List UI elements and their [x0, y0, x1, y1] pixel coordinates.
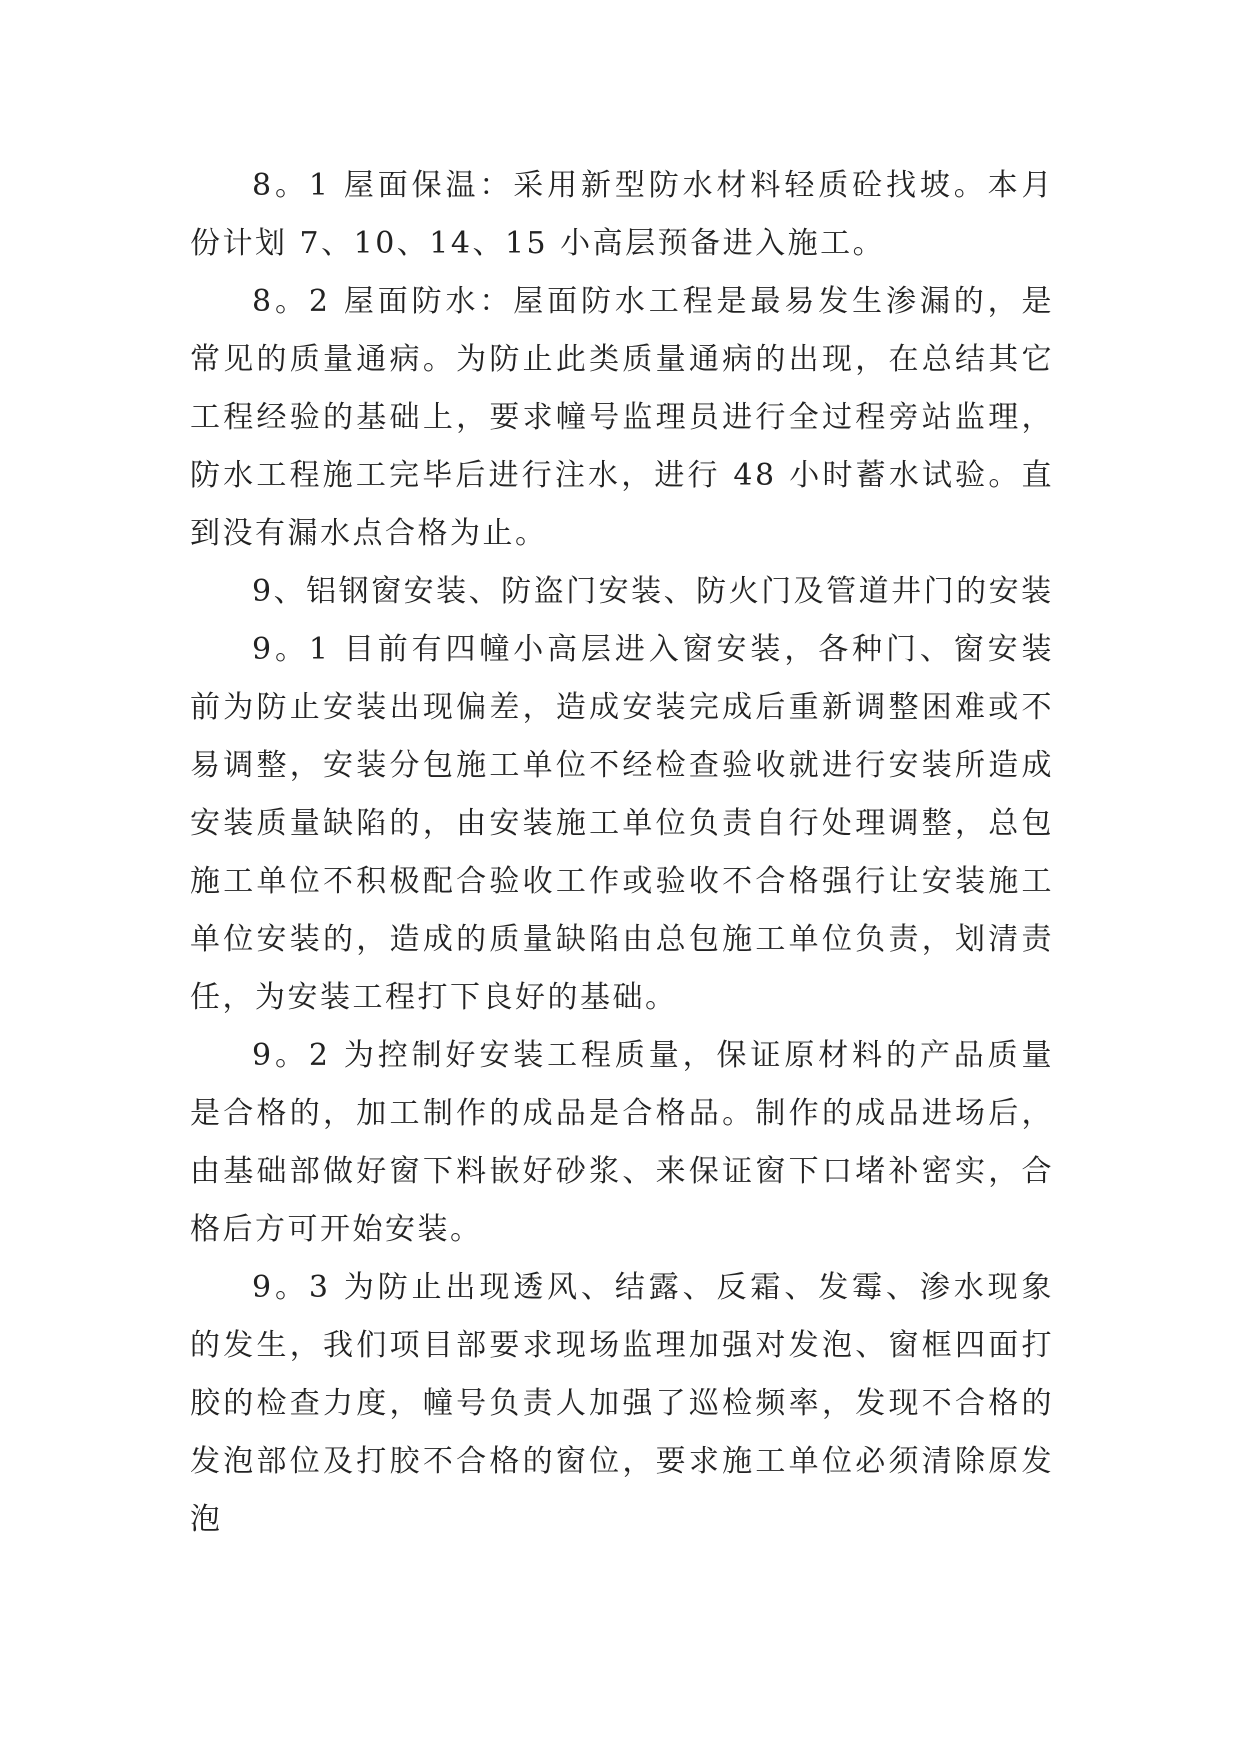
paragraph-9-window-door-installation: 9、铝钢窗安装、防盗门安装、防火门及管道井门的安装	[252, 574, 1054, 609]
paragraph-9-3-sealing-inspection: 9。3 为防止出现透风、结露、反霜、发霉、渗水现象的发生，我们项目部要求现场监理加强对发泡、窗框四面打胶的检查力度，幢号负责人加强了巡检频率，发现不合格的发泡部位及打胶不合格的窗位，要求施工单位必须清除原发泡	[190, 1270, 1054, 1537]
paragraph-8-1-roof-insulation: 8。1 屋面保温：采用新型防水材料轻质砼找坡。本月份计划 7、10、14、15 小高层预备进入施工。	[190, 168, 1054, 261]
paragraph-8-2-roof-waterproofing: 8。2 屋面防水：屋面防水工程是最易发生渗漏的，是常见的质量通病。为防止此类质量通病的出现，在总结其它工程经验的基础上，要求幢号监理员进行全过程旁站监理，防水工程施工完毕后进行注水，进行 48 小时蓄水试验。直到没有漏水点合格为止。	[190, 284, 1054, 551]
paragraph-9-2-material-quality: 9。2 为控制好安装工程质量，保证原材料的产品质量是合格的，加工制作的成品是合格品。制作的成品进场后，由基础部做好窗下料嵌好砂浆、来保证窗下口堵补密实，合格后方可开始安装。	[190, 1038, 1054, 1247]
paragraph-9-1-installation-responsibility: 9。1 目前有四幢小高层进入窗安装，各种门、窗安装前为防止安装出现偏差，造成安装完成后重新调整困难或不易调整，安装分包施工单位不经检查验收就进行安装所造成安装质量缺陷的，由安装施工单位负责自行处理调整，总包施工单位不积极配合验收工作或验收不合格强行让安装施工单位安装的，造成的质量缺陷由总包施工单位负责，划清责任，为安装工程打下良好的基础。	[190, 632, 1054, 1015]
document-body	[190, 157, 1054, 1549]
